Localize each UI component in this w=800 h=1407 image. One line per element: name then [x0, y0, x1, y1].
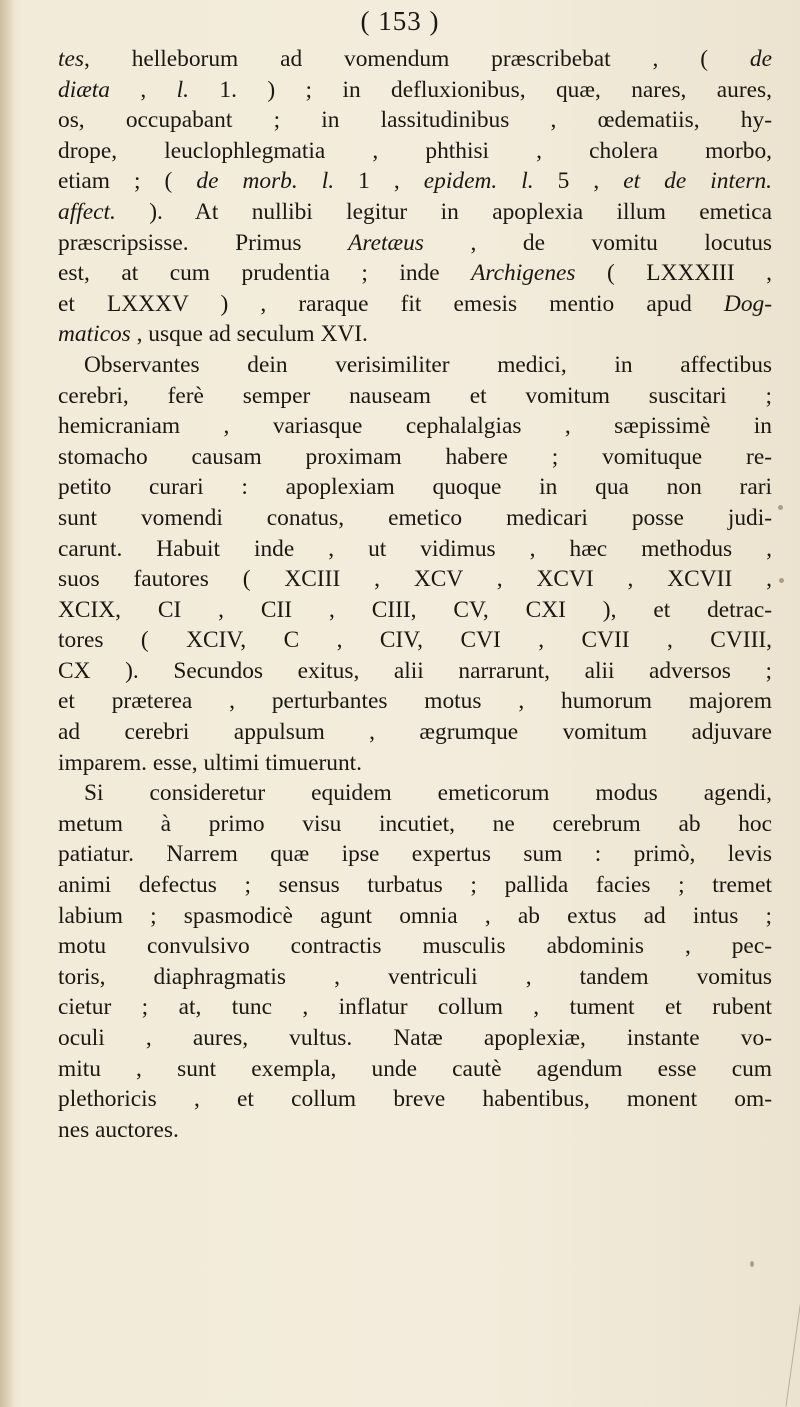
text-segment: , de vomitu locutus — [423, 229, 772, 256]
text-line — [58, 656, 772, 687]
text-line — [58, 625, 772, 656]
text-segment: et præterea , perturbantes motus , humorum majorem — [58, 688, 772, 715]
text-segment: imparem. esse, ultimi timuerunt. — [58, 749, 363, 776]
text-line — [58, 809, 772, 840]
italic-text: maticos — [58, 321, 131, 348]
body-text — [58, 44, 772, 1145]
text-line — [58, 105, 772, 136]
text-segment: , — [110, 76, 177, 103]
text-segment: 1 , — [334, 168, 424, 195]
text-line — [58, 197, 772, 228]
text-segment: hemicraniam , variasque cephalalgias , sæpissimè in — [58, 413, 772, 440]
text-segment: XCIX, CI , CII , CIII, CV, CXI ), et detrac- — [58, 596, 772, 623]
text-line — [58, 319, 772, 350]
italic-text: affect. — [58, 198, 116, 225]
text-segment: toris, diaphragmatis , ventriculi , tandem vomitus — [58, 963, 772, 990]
text-line — [58, 1084, 772, 1115]
text-segment: sunt vomendi conatus, emetico medicari posse judi- — [58, 504, 772, 531]
text-segment: plethoricis , et collum breve habentibus, monent om- — [58, 1086, 772, 1113]
text-segment: os, occupabant ; in lassitudinibus , œdematiis, hy- — [58, 107, 772, 134]
text-line — [58, 411, 772, 442]
text-line — [58, 350, 772, 381]
text-segment: petito curari : apoplexiam quoque in qua non rari — [58, 474, 772, 501]
text-line — [58, 44, 772, 75]
text-line — [58, 992, 772, 1023]
text-segment: stomacho causam proximam habere ; vomituque re- — [58, 443, 772, 470]
text-segment: cerebri, ferè semper nauseam et vomitum suscitari ; — [58, 382, 772, 409]
text-segment: Si consideretur equidem emeticorum modus agendi, — [84, 780, 772, 807]
text-segment: , usque ad seculum XVI. — [130, 321, 368, 348]
italic-text: Aretæus — [348, 229, 424, 256]
text-line — [58, 686, 772, 717]
italic-text: diæta — [58, 76, 110, 103]
italic-text: tes — [58, 46, 84, 72]
text-segment: labium ; spasmodicè agunt omnia , ab extus ad intus ; — [58, 902, 772, 929]
text-line — [58, 75, 772, 106]
italic-text: de morb. l. — [196, 168, 335, 195]
text-line — [58, 289, 772, 320]
text-line — [58, 534, 772, 565]
text-line — [58, 503, 772, 534]
text-segment: carunt. Habuit inde , ut vidimus , hæc methodus , — [58, 535, 772, 562]
italic-text: epidem. l. — [423, 168, 534, 195]
italic-text: de — [749, 46, 772, 72]
text-line — [58, 228, 772, 259]
ink-speck — [778, 505, 783, 510]
text-segment: oculi , aures, vultus. Natæ apoplexiæ, instante vo- — [58, 1025, 772, 1051]
text-segment: tores ( XCIV, C , CIV, CVI , CVII , CVIII, — [58, 627, 772, 654]
text-line — [58, 472, 772, 503]
text-segment: animi defectus ; sensus turbatus ; pallida facies ; tremet — [58, 872, 772, 899]
page-number: ( 153 ) — [360, 6, 440, 36]
text-line — [58, 962, 772, 993]
text-segment: ). At nullibi legitur in apoplexia illum emetica — [115, 198, 772, 225]
text-segment: 5 , — [533, 168, 624, 195]
text-line — [58, 166, 772, 197]
text-segment: est, at cum prudentia ; inde — [58, 260, 472, 287]
text-segment: 1. ) ; in defluxionibus, quæ, nares, aures, — [189, 76, 772, 103]
text-segment: suos fautores ( XCIII , XCV , XCVI , XCVII , — [58, 566, 772, 593]
text-line — [58, 258, 772, 289]
text-line — [58, 595, 772, 626]
text-line — [58, 1115, 772, 1146]
ink-speck — [779, 578, 784, 583]
text-segment: mitu , sunt exempla, unde cautè agendum esse cum — [58, 1055, 772, 1082]
text-line — [58, 136, 772, 167]
text-line — [58, 717, 772, 748]
text-segment: et LXXXV ) , raraque fit emesis mentio apud — [58, 290, 724, 317]
text-line — [58, 1054, 772, 1085]
ink-speck — [750, 1261, 754, 1267]
text-line — [58, 381, 772, 412]
text-segment: CX ). Secundos exitus, alii narrarunt, alii adversos ; — [58, 657, 772, 684]
text-segment: motu convulsivo contractis musculis abdominis , pec- — [58, 933, 772, 960]
text-segment: ( LXXXIII , — [575, 260, 772, 287]
text-segment: , helleborum ad vomendum præscribebat , ( — [83, 46, 750, 72]
text-segment: etiam ; ( — [58, 168, 197, 195]
text-segment: drope, leuclophlegmatia , phthisi , cholera morbo, — [58, 137, 772, 164]
italic-text: et de intern. — [623, 168, 773, 195]
italic-text: l. — [176, 76, 190, 103]
text-segment: Observantes dein verisimiliter medici, in affectibus — [84, 351, 772, 378]
text-line — [58, 1023, 772, 1054]
italic-text: Dog- — [723, 290, 772, 317]
text-line — [58, 778, 772, 809]
binding-edge — [0, 0, 14, 1407]
text-line — [58, 901, 772, 932]
text-line — [58, 564, 772, 595]
text-line — [58, 870, 772, 901]
text-segment: nes auctores. — [58, 1116, 179, 1143]
text-line — [58, 748, 772, 779]
text-segment: præscripsisse. Primus — [58, 229, 349, 256]
page-crease — [785, 1271, 800, 1407]
italic-text: Archigenes — [471, 260, 576, 287]
text-segment: metum à primo visu incutiet, ne cerebrum ab hoc — [58, 810, 772, 837]
text-segment: ad cerebri appulsum , ægrumque vomitum adjuvare — [58, 719, 772, 746]
text-segment: cietur ; at, tunc , inflatur collum , tument et rubent — [58, 994, 772, 1021]
text-line — [58, 931, 772, 962]
text-segment: patiatur. Narrem quæ ipse expertus sum : primò, levis — [58, 841, 772, 868]
text-line — [58, 839, 772, 870]
text-line — [58, 442, 772, 473]
